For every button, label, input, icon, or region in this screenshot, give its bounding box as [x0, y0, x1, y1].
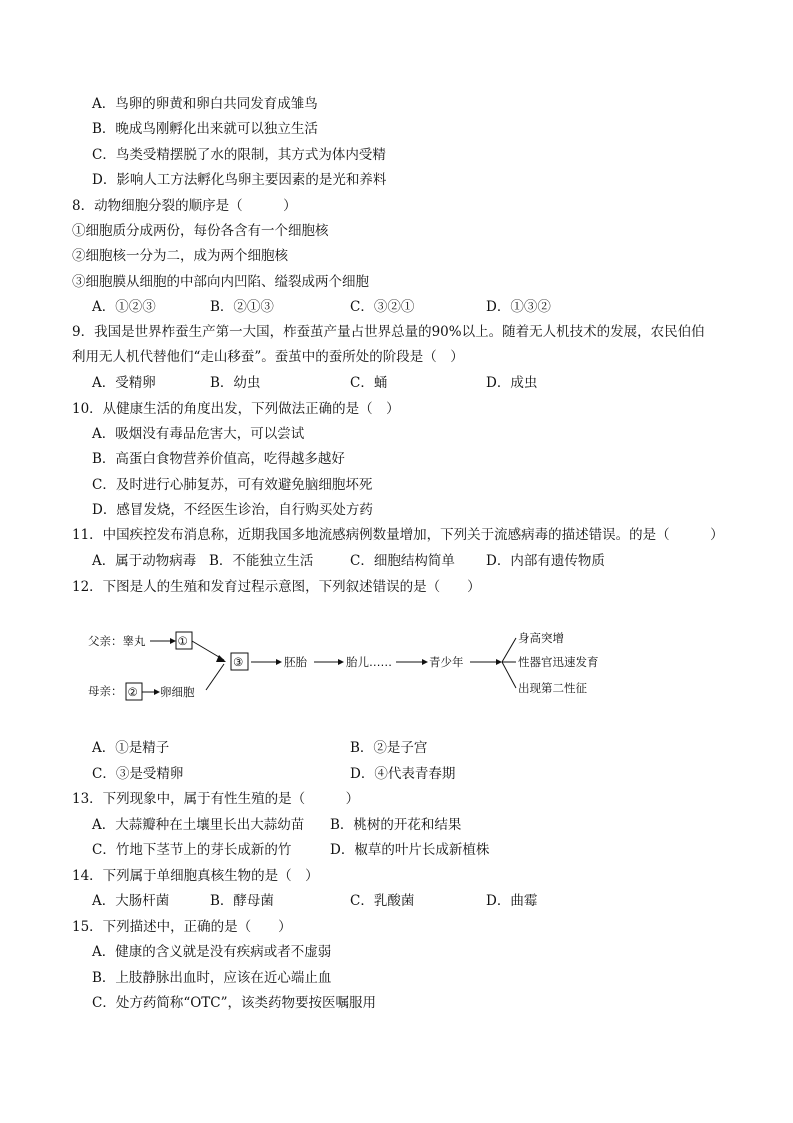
q10-option-d: D．感冒发烧，不经医生诊治，自行购买处方药	[92, 502, 373, 518]
diagram-egg-label: 卵细胞	[160, 685, 195, 699]
q12-option-c: C．③是受精卵	[92, 766, 184, 782]
q8-stem: 8．动物细胞分裂的顺序是（ ）	[72, 198, 297, 214]
q13-option-c: C．竹地下茎节上的芽长成新的竹	[92, 842, 292, 858]
diagram-label-3: ③	[233, 655, 244, 669]
q13-stem: 13．下列现象中，属于有性生殖的是（ ）	[72, 791, 360, 807]
q8-option-a: A．①②③	[92, 299, 156, 315]
q8-option-c: C．③②①	[350, 299, 415, 315]
arrowhead	[422, 659, 428, 665]
diagram-result-1: 身高突增	[518, 631, 564, 645]
diagram-result-3: 出现第二性征	[518, 681, 587, 695]
q14-option-c: C．乳酸菌	[350, 893, 415, 909]
q8-statement-3: ③细胞膜从细胞的中部向内凹陷、缢裂成两个细胞	[72, 274, 369, 290]
arrowhead	[276, 659, 282, 665]
q7-option-b: B．晚成鸟刚孵化出来就可以独立生活	[92, 121, 318, 137]
q10-stem: 10．从健康生活的角度出发，下列做法正确的是（ ）	[72, 401, 400, 417]
q15-stem: 15．下列描述中，正确的是（ ）	[72, 919, 292, 935]
q14-option-a: A．大肠杆菌	[92, 893, 170, 909]
q9-stem-line2: 利用无人机代替他们“走山移蚕”。蚕茧中的蚕所处的阶段是（ ）	[72, 349, 464, 365]
arrow-egg-to-3	[206, 664, 224, 690]
q9-option-b: B．幼虫	[210, 375, 261, 391]
q9-option-d: D．成虫	[486, 375, 538, 391]
q11-option-a: A．属于动物病毒	[92, 553, 197, 569]
q12-option-d: D．④代表青春期	[350, 766, 456, 782]
q8-statement-2: ②细胞核一分为二，成为两个细胞核	[72, 248, 288, 264]
q14-stem: 14．下列属于单细胞真核生物的是（ ）	[72, 868, 319, 884]
q7-option-d: D．影响人工方法孵化鸟卵主要因素的是光和养料	[92, 172, 387, 188]
diagram-teen-label: 青少年	[429, 655, 464, 669]
q15-option-c: C．处方药简称“OTC”，该类药物要按医嘱服用	[92, 995, 377, 1011]
diagram-result-2: 性器官迅速发育	[518, 655, 599, 669]
q14-option-b: B．酵母菌	[210, 893, 274, 909]
q10-option-b: B．高蛋白食物营养价值高，吃得越多越好	[92, 451, 345, 467]
q10-option-c: C．及时进行心肺复苏，可有效避免脑细胞坏死	[92, 477, 373, 493]
arrowhead	[170, 638, 176, 644]
q9-option-c: C．蛹	[350, 375, 388, 391]
branch-down	[502, 662, 516, 688]
q9-option-a: A．受精卵	[92, 375, 156, 391]
diagram-fetus-label: 胎儿……	[346, 655, 392, 669]
diagram-embryo-label: 胚胎	[284, 655, 307, 669]
diagram-label-1: ①	[177, 634, 188, 648]
q15-option-a: A．健康的含义就是没有疾病或者不虚弱	[92, 944, 332, 960]
q7-option-a: A．鸟卵的卵黄和卵白共同发育成雏鸟	[92, 96, 318, 112]
q13-option-b: B．桃树的开花和结果	[330, 817, 462, 833]
q8-statement-1: ①细胞质分成两份，每份各含有一个细胞核	[72, 223, 329, 239]
q15-option-b: B．上肢静脉出血时，应该在近心端止血	[92, 970, 332, 986]
q7-option-c: C．鸟类受精摆脱了水的限制，其方式为体内受精	[92, 147, 386, 163]
q9-stem-line1: 9．我国是世界柞蚕生产第一大国，柞蚕茧产量占世界总量的90%以上。随着无人机技术的发展，农民伯伯	[72, 324, 705, 340]
q8-option-b: B．②①③	[210, 299, 274, 315]
q13-option-d: D．椒草的叶片长成新植株	[330, 842, 490, 858]
q13-option-a: A．大蒜瓣种在土壤里长出大蒜幼苗	[92, 817, 305, 833]
q10-option-a: A．吸烟没有毒品危害大，可以尝试	[92, 426, 305, 442]
q12-stem: 12．下图是人的生殖和发育过程示意图，下列叙述错误的是（ ）	[72, 579, 481, 595]
arrowhead	[496, 659, 502, 665]
arrowhead	[338, 659, 344, 665]
q11-option-b: B．不能独立生活	[209, 553, 314, 569]
q11-stem: 11．中国疾控发布消息称，近期我国多地流感病例数量增加，下列关于流感病毒的描述错误。的是（ ）	[72, 527, 724, 543]
q11-option-c: C．细胞结构简单	[350, 553, 455, 569]
branch-up	[502, 638, 516, 662]
diagram-mother-label: 母亲：	[88, 684, 123, 698]
q14-option-d: D．曲霉	[486, 893, 538, 909]
diagram-label-2: ②	[127, 685, 138, 699]
q8-option-d: D．①③②	[486, 299, 551, 315]
q12-option-a: A．①是精子	[92, 740, 170, 756]
q11-option-d: D．内部有遗传物质	[486, 553, 605, 569]
diagram-father-label: 父亲：睾丸	[88, 634, 146, 648]
reproduction-diagram	[88, 622, 628, 712]
q12-option-b: B．②是子宫	[350, 740, 428, 756]
